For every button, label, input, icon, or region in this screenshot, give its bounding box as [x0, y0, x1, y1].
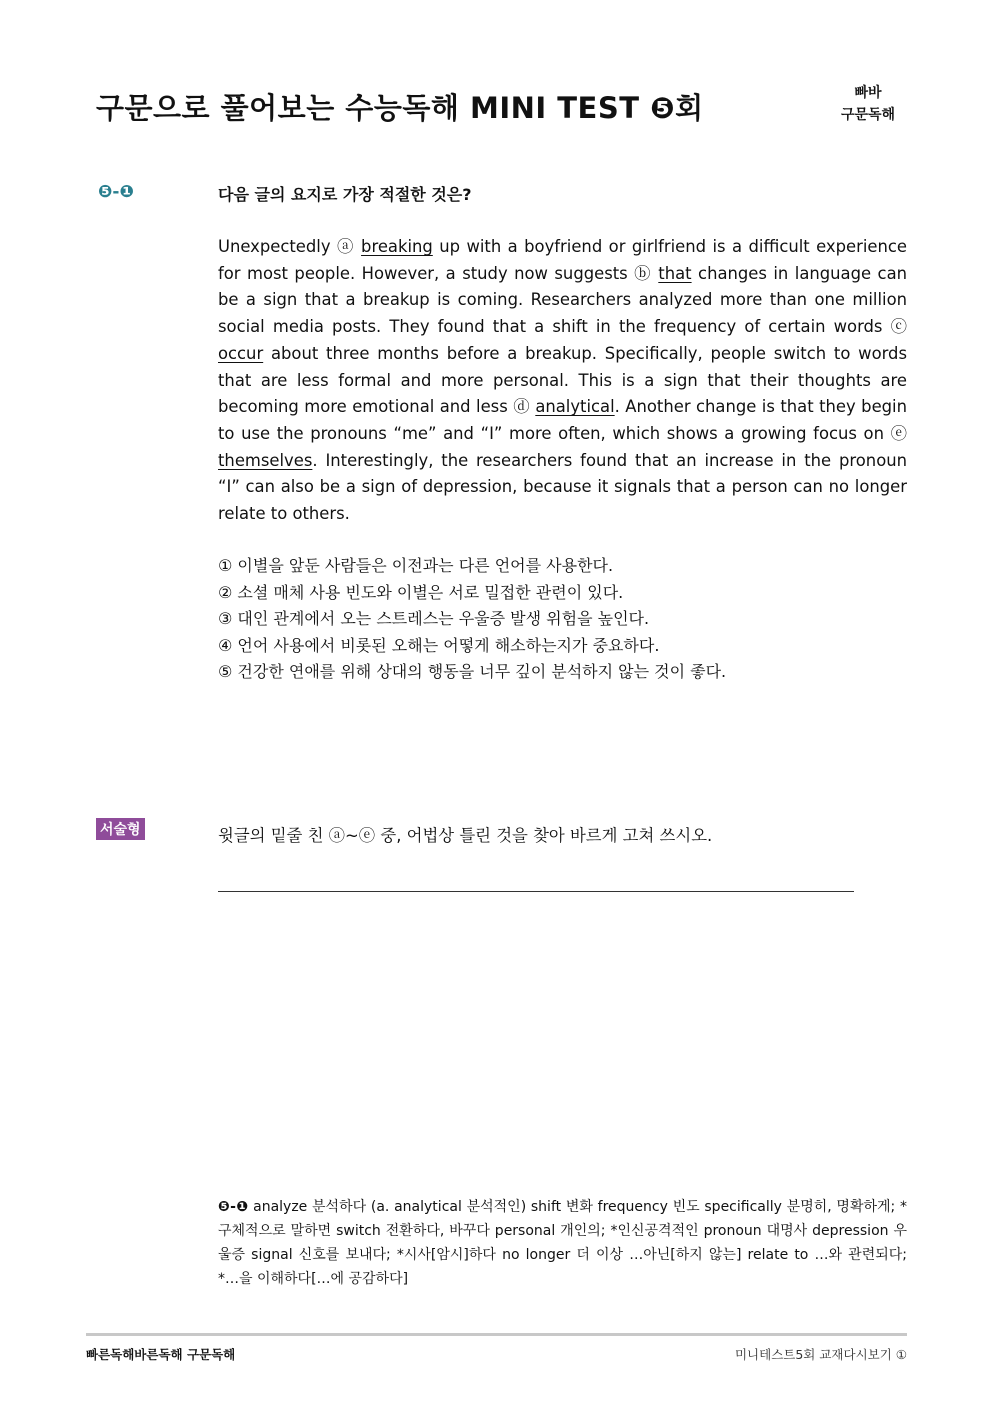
vocab-text: analyze 분석하다 (a. analytical 분석적인) shift 변화 frequency 빈도 specifically 분명히, 명확하게; *구체적으로 말하면 switch 전환하다, 바꾸다 personal 개인의; *인신공격적인 pronoun 대명사 depression 우울증 signal 신호를 보내다; *시사[암시]하다 no longer 더 이상 …아닌[하지 않는] relate to …와 관련되다; *…을 이해하다[…에 공감하다] [218, 1199, 907, 1287]
underlined-word-e: themselves [218, 450, 313, 470]
passage-text: . Another change is that they begin to use the pronouns “me” and “I” more often, which shows a growing focus on ⓔ [218, 397, 907, 443]
choice-2[interactable]: ② 소셜 매체 사용 빈도와 이별은 서로 밀접한 관련이 있다. [218, 582, 624, 602]
question-number: ❺-❶ [98, 182, 134, 202]
question-prompt: 다음 글의 요지로 가장 적절한 것은? [218, 185, 472, 204]
passage [218, 234, 907, 528]
passage-text: changes in language can be a sign that a breakup is coming. Researchers analyzed more than one million social media posts. They found that a shift in the frequency of certain words ⓒ [218, 263, 907, 337]
choice-5[interactable]: ⑤ 건강한 연애를 위해 상대의 행동을 너무 깊이 분석하지 않는 것이 좋다. [218, 662, 727, 681]
answer-choices [218, 553, 726, 686]
footer-right: 미니테스트5회 교재다시보기 ① [734, 1347, 907, 1362]
vocab-head: ❺-❶ [218, 1199, 249, 1215]
vocabulary-notes [218, 1195, 907, 1291]
choice-4[interactable]: ④ 언어 사용에서 비롯된 오해는 어떻게 해소하는지가 중요하다. [218, 635, 660, 655]
underlined-word-b: that [658, 263, 692, 283]
passage-text: about three months before a breakup. Specifically, people switch to words that are less formal and more personal. This is a sign that their thoughts are becoming more emotional and less ⓓ [218, 343, 907, 417]
underlined-word-c: occur [218, 343, 264, 363]
writing-badge: 서술형 [96, 818, 145, 840]
passage-text: . Interestingly, the researchers found that an increase in the pronoun “I” can also be a sign of depression, because it signals that a person can no longer relate to others. [218, 450, 907, 524]
brand-line-2: 구문독해 [840, 107, 896, 123]
passage-text: up with a boyfriend or girlfriend is a difficult experience for most people. However, a study now suggests ⓑ [218, 237, 907, 283]
brand-label [830, 82, 906, 126]
page-title: 구문으로 풀어보는 수능독해 MINI TEST ❺회 [96, 91, 704, 125]
underlined-word-d: analytical [535, 397, 615, 417]
underlined-word-a: breaking [361, 237, 433, 256]
footer-divider [86, 1333, 907, 1336]
choice-1[interactable]: ① 이별을 앞둔 사람들은 이전과는 다른 언어를 사용한다. [218, 556, 614, 575]
choice-3[interactable]: ③ 대인 관계에서 오는 스트레스는 우울증 발생 위험을 높인다. [218, 609, 650, 628]
footer-left: 빠른독해바른독해 구문독해 [86, 1347, 236, 1362]
brand-line-1: 빠바 [854, 85, 882, 101]
passage-text: Unexpectedly ⓐ [218, 237, 362, 256]
writing-prompt: 윗글의 밑줄 친 ⓐ~ⓔ 중, 어법상 틀린 것을 찾아 바르게 고쳐 쓰시오. [218, 826, 713, 845]
answer-line[interactable] [218, 891, 854, 892]
